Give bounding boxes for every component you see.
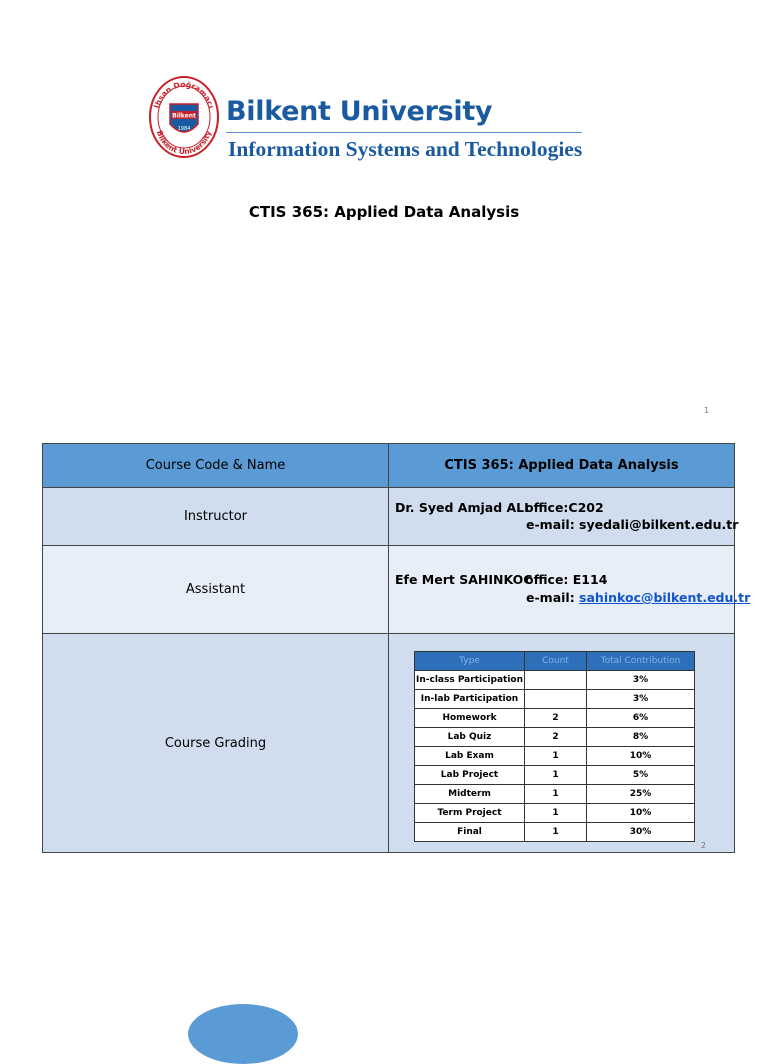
grading-count: 2 [525, 728, 587, 747]
grading-type: Homework [415, 709, 525, 728]
table-row [415, 728, 695, 747]
grading-contribution: 3% [587, 690, 695, 709]
course-row [43, 444, 735, 488]
grading-contribution: 6% [587, 709, 695, 728]
grading-cell [389, 634, 735, 853]
grading-contribution: 5% [587, 766, 695, 785]
assistant-label: Assistant [43, 546, 389, 634]
grading-type: Lab Quiz [415, 728, 525, 747]
grading-count: 2 [525, 709, 587, 728]
instructor-email: e-mail: syedali@bilkent.edu.tr [526, 517, 739, 532]
course-value: CTIS 365: Applied Data Analysis [389, 444, 735, 488]
seal-top-text: İhsan Doğramacı [152, 79, 216, 110]
grading-contribution: 8% [587, 728, 695, 747]
grading-count [525, 690, 587, 709]
department-name: Information Systems and Technologies [228, 137, 583, 161]
grading-count [525, 671, 587, 690]
table-row [415, 671, 695, 690]
grading-header-type: Type [415, 652, 525, 671]
brand-divider [226, 132, 582, 133]
assistant-row [43, 546, 735, 634]
course-info-table [42, 443, 751, 853]
table-row [415, 785, 695, 804]
instructor-name: Dr. Syed Amjad ALI [395, 500, 529, 515]
instructor-cell [389, 488, 739, 546]
grading-type: In-class Participation [415, 671, 525, 690]
grading-label: Course Grading [43, 634, 389, 853]
table-row [415, 823, 695, 842]
grading-type: Term Project [415, 804, 525, 823]
seal-year: 1984 [177, 126, 191, 132]
university-header [148, 74, 588, 164]
assistant-office: office: E114 [525, 572, 608, 587]
instructor-office: office:C202 [525, 500, 604, 515]
instructor-row [43, 488, 735, 546]
grading-row [43, 634, 735, 853]
grading-contribution: 10% [587, 747, 695, 766]
course-label: Course Code & Name [43, 444, 389, 488]
grading-count: 1 [525, 766, 587, 785]
document-title: CTIS 365: Applied Data Analysis [248, 203, 520, 221]
grading-count: 1 [525, 823, 587, 842]
university-name: Bilkent University [226, 96, 493, 127]
grading-contribution: 30% [587, 823, 695, 842]
assistant-email-link[interactable]: sahinkoc@bilkent.edu.tr [579, 590, 751, 605]
grading-type: Final [415, 823, 525, 842]
grading-type: Lab Exam [415, 747, 525, 766]
instructor-label: Instructor [43, 488, 389, 546]
grading-type: Lab Project [415, 766, 525, 785]
grading-header-count: Count [525, 652, 587, 671]
page-number-2: 2 [700, 841, 706, 850]
grading-type: In-lab Participation [415, 690, 525, 709]
table-row [415, 747, 695, 766]
grading-header-row [415, 652, 695, 671]
page-number-1: 1 [704, 406, 710, 415]
assistant-cell [389, 546, 751, 634]
decorative-blue-shape [188, 1004, 298, 1064]
grading-count: 1 [525, 804, 587, 823]
table-row [415, 690, 695, 709]
table-row [415, 804, 695, 823]
assistant-email-line [526, 590, 750, 605]
assistant-name: Efe Mert SAHINKOC [395, 572, 533, 587]
assistant-email-prefix: e-mail: [526, 590, 580, 605]
grading-header-contribution: Total Contribution [587, 652, 695, 671]
grading-contribution: 25% [587, 785, 695, 804]
seal-bottom-text: Bilkent University [154, 129, 214, 157]
grading-type: Midterm [415, 785, 525, 804]
table-row [415, 766, 695, 785]
university-seal-logo [148, 74, 220, 160]
grading-contribution: 10% [587, 804, 695, 823]
grading-contribution: 3% [587, 671, 695, 690]
grading-table [414, 651, 695, 842]
grading-count: 1 [525, 747, 587, 766]
table-row [415, 709, 695, 728]
seal-center-text: Bilkent [172, 112, 196, 120]
grading-count: 1 [525, 785, 587, 804]
